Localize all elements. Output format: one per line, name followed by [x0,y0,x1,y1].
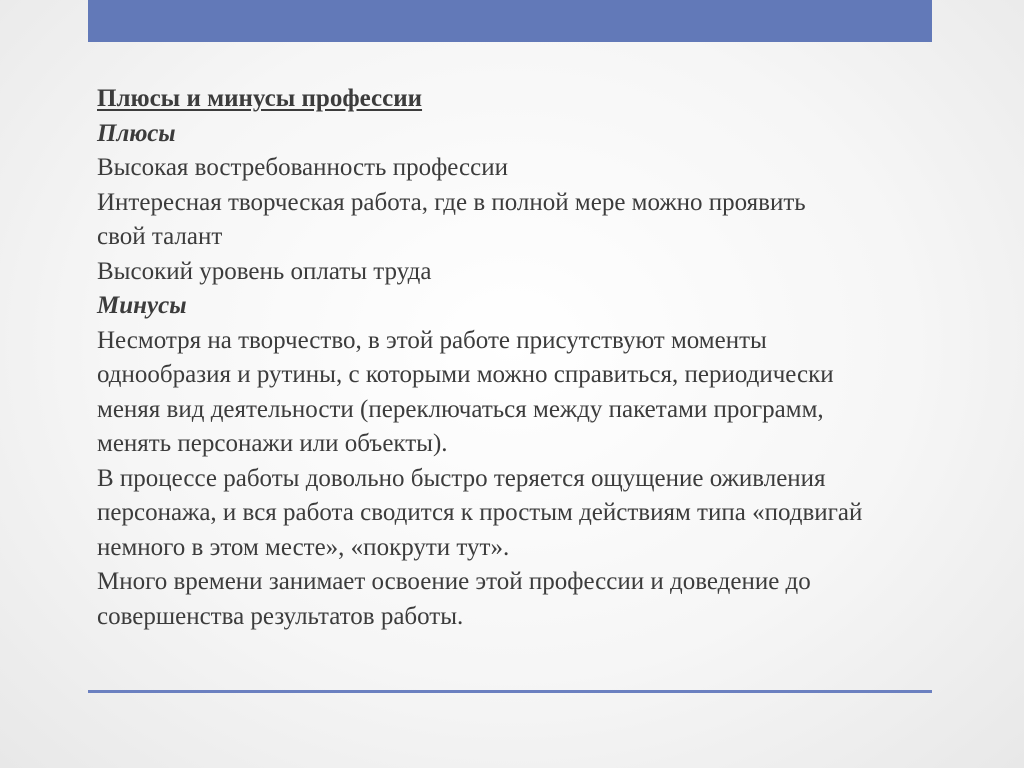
cons-item: В процессе работы довольно быстро теряется ощущение оживления персонажа, и вся работа сводится к простым действиям типа «подвигай немного в этом месте», «покрути тут». [97,464,863,561]
pros-item: Высокая востребованность профессии [97,154,508,181]
pros-item: Высокий уровень оплаты труда [97,257,432,285]
pros-item: Интересная творческая работа, где в полной мере можно проявить свой талант [97,188,806,250]
bottom-divider [88,690,932,693]
pros-heading: Плюсы [97,119,176,147]
cons-heading: Минусы [97,292,187,319]
slide-title: Плюсы и минусы профессии [97,85,423,112]
cons-item: Несмотря на творчество, в этой работе присутствуют моменты однообразия и рутины, с которыми можно справиться, периодически меняя вид деятельности (переключаться между пакетами программ, менять персонажи или объекты). [97,326,834,457]
slide-content [97,82,927,634]
cons-item: Много времени занимает освоение этой профессии и доведение до совершенства результатов работы. [97,568,811,630]
top-accent-bar [88,0,932,42]
